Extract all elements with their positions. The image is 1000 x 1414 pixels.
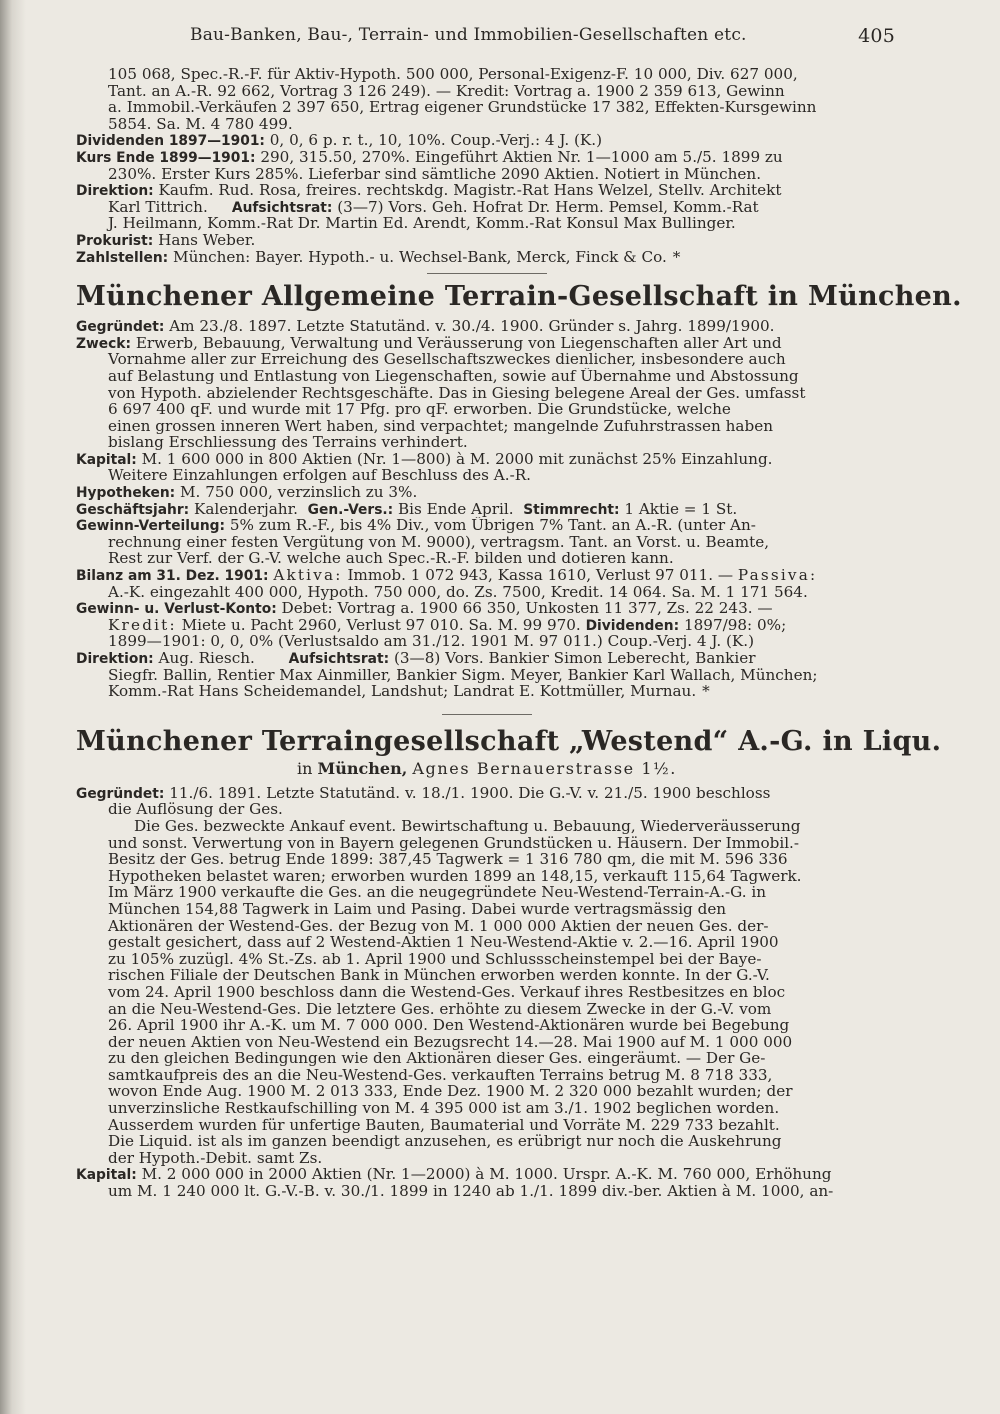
text-line: 105 068, Spec.-R.-F. für Aktiv-Hypoth. 500 000, Personal-Exigenz-F. 10 000, Div. 627 000, [108, 66, 798, 83]
entry-label: Kapital: [76, 1167, 137, 1184]
entry-label: Zahlstellen: [76, 249, 169, 266]
footnote-mark: * [672, 248, 681, 266]
text-line: die Auflösung der Ges. [108, 801, 283, 818]
paragraph-line: unverzinsliche Restkaufschilling von M. 4 395 000 ist am 3./1. 1902 beglichen worden. [108, 1100, 780, 1117]
paragraph-line: der Hypoth.-Debit. samt Zs. [108, 1149, 323, 1167]
entry-label: Dividenden: [585, 617, 680, 634]
divider [442, 714, 532, 715]
text-line: Siegfr. Ballin, Rentier Max Ainmiller, Bankier Sigm. Meyer, Bankier Karl Wallach, München; [108, 666, 818, 684]
entry-text: 1 Aktie = 1 St. [624, 500, 738, 518]
text-line: einen grossen inneren Wert haben, sind verpachtet; mangelnde Zufuhrstrassen haben [108, 417, 773, 435]
entry-text: München: Bayer. Hypoth.- u. Wechsel-Bank, Merck, Finck & Co. [173, 248, 667, 266]
paragraph-line: zu 105% zuzügl. 4% St.-Zs. ab 1. April 1900 und Schlussscheinstempel bei der Baye- [108, 950, 762, 968]
header-title: Bau-Banken, Bau-, Terrain- und Immobilien-Gesellschaften etc. [190, 25, 747, 45]
entry-text: Kalenderjahr. [194, 500, 298, 518]
geschaeftsjahr-entry [76, 501, 898, 518]
subheading-address: Agnes Bernauerstrasse 1½. [412, 758, 677, 778]
entry-text: (3—7) Vors. Geh. Hofrat Dr. Herm. Pemsel, Komm.-Rat [337, 198, 759, 216]
paragraph-line: zu den gleichen Bedingungen wie den Aktionären dieser Ges. eingeräumt. — Der Ge- [108, 1050, 766, 1067]
paragraph-line: Ausserdem wurden für unfertige Bauten, Baumaterial und Vorräte M. 229 733 bezahlt. [108, 1116, 780, 1134]
entry-label: Gen.-Vers.: [307, 501, 394, 518]
paragraph-line: vom 24. April 1900 beschloss dann die Westend-Ges. Verkauf ihres Restbesitzes en bloc [108, 983, 786, 1001]
hypotheken-entry [76, 484, 898, 501]
entry-text: Passiva: [737, 567, 818, 584]
paragraph-line: der neuen Aktien von Neu-Westend ein Bezugsrecht 14.—28. Mai 1900 auf M. 1 000 000 [108, 1033, 793, 1051]
entry-text: (3—8) Vors. Bankier Simon Leberecht, Bankier [393, 650, 756, 667]
text-line: auf Belastung und Entlastung von Liegenschaften, sowie auf Übernahme und Abstossung [108, 367, 799, 385]
text-line: a. Immobil.-Verkäufen 2 397 650, Ertrag eigener Grundstücke 17 382, Effekten-Kursgewinn [108, 99, 817, 116]
binding-shadow [0, 0, 26, 1414]
section3-subheading [76, 759, 898, 779]
entry-text: Karl Tittrich. [108, 198, 208, 216]
paragraph-line: Die Liquid. ist als im ganzen beendigt anzusehen, es erübrigt nur noch die Auskehrung [108, 1133, 782, 1150]
prokurist-entry [76, 232, 898, 249]
paragraph-line: Die Ges. bezweckte Ankauf event. Bewirtschaftung u. Bebauung, Wiederveräusserung [134, 817, 801, 835]
subheading-city: München, [317, 758, 408, 778]
entry-label: Hypotheken: [76, 485, 176, 501]
entry-text: 1897/98: 0%; [683, 616, 787, 634]
paragraph-line: München 154,88 Tagwerk in Laim und Pasing. Dabei wurde vertragsmässig den [108, 900, 727, 918]
paragraph-line: Aktionären der Westend-Ges. der Bezug von M. 1 000 000 Aktien der neuen Ges. der- [108, 917, 769, 935]
zweck-entry [76, 335, 898, 352]
entry-label: Aufsichtsrat: [231, 199, 333, 216]
dividenden-entry [76, 132, 898, 149]
entry-text: Aug. Riesch. [158, 650, 255, 667]
entry-text: Debet: Vortrag a. 1900 66 350, Unkosten 11 377, Zs. 22 243. — [281, 600, 773, 617]
section2-heading: Münchener Allgemeine Terrain-Gesellschaft in München. [76, 281, 962, 313]
entry-label: Gegründet: [76, 785, 165, 802]
entry-label: Gewinn- u. Verlust-Konto: [76, 601, 277, 617]
entry-label: Kurs Ende 1899—1901: [76, 149, 256, 166]
entry-text: M. 750 000, verzinslich zu 3%. [180, 484, 418, 501]
entry-text: Komm.-Rat Hans Scheidemandel, Landshut; Landrat E. Kottmüller, Murnau. [108, 683, 697, 700]
entry-text: Kredit: [108, 616, 177, 634]
page-body [76, 66, 962, 1200]
text-line: 1899—1901: 0, 0, 0% (Verlustsaldo am 31./12. 1901 M. 97 011.) Coup.-Verj. 4 J. (K.) [108, 633, 754, 650]
entry-label: Stimmrecht: [523, 501, 620, 518]
text-line: bislang Erschliessung des Terrains verhindert. [108, 434, 468, 451]
text-line: 5854. Sa. M. 4 780 499. [108, 115, 293, 133]
page-number: 405 [858, 25, 895, 47]
paragraph-line: Im März 1900 verkaufte die Ges. an die neugegründete Neu-Westend-Terrain-A.-G. in [108, 884, 767, 901]
entry-text: Bis Ende April. [398, 500, 514, 518]
entry-text: 5% zum R.-F., bis 4% Div., vom Übrigen 7% Tant. an A.-R. (unter An- [229, 517, 756, 534]
kapital-entry [76, 1166, 898, 1183]
entry-text: Aktiva: [273, 567, 343, 584]
bilanz-entry [76, 567, 898, 584]
entry-label: Kapital: [76, 451, 137, 468]
text-line: Rest zur Verf. der G.-V. welche auch Spec.-R.-F. bilden und dotieren kann. [108, 550, 674, 568]
text-line: von Hypoth. abzielender Rechtsgeschäfte. Das in Giesing belegene Areal der Ges. umfasst [108, 384, 806, 402]
text-line [76, 683, 898, 700]
text-line: Vornahme aller zur Erreichung des Gesellschaftszweckes dienlicher, insbesondere auch [108, 351, 786, 368]
entry-text: 11./6. 1891. Letzte Statutänd. v. 18./1. 1900. Die G.-V. v. 21./5. 1900 beschloss [169, 784, 771, 802]
paragraph-line: an die Neu-Westend-Ges. Die letztere Ges. erhöhte zu diesem Zwecke in der G.-V. vom [108, 1000, 772, 1018]
entry-label: Direktion: [76, 651, 154, 667]
divider [427, 273, 547, 274]
paragraph-line: und sonst. Verwertung von in Bayern gelegenen Grundstücken u. Häusern. Der Immobil.- [108, 834, 800, 852]
zahlstellen-entry [76, 249, 898, 266]
section1-intro [76, 66, 898, 132]
paragraph-line: Hypotheken belastet waren; erworben wurden 1899 an 148,15, verkauft 115,64 Tagwerk. [108, 867, 802, 885]
entry-text: M. 1 600 000 in 800 Aktien (Nr. 1—800) à M. 2000 mit zunächst 25% Einzahlung. [141, 450, 773, 468]
entry-label: Zweck: [76, 335, 131, 352]
kapital-entry [76, 451, 898, 468]
entry-label: Gegründet: [76, 319, 165, 335]
gewinn-verteilung-entry [76, 517, 898, 534]
entry-text: Miete u. Pacht 2960, Verlust 97 010. Sa. M. 99 970. [181, 616, 581, 634]
text-line: Weitere Einzahlungen erfolgen auf Beschluss des A.-R. [108, 467, 531, 485]
entry-text: M. 2 000 000 in 2000 Aktien (Nr. 1—2000) à M. 1000. Urspr. A.-K. M. 760 000, Erhöhung [141, 1166, 832, 1184]
gegruendet-entry [76, 785, 898, 802]
entry-label: Aufsichtsrat: [288, 651, 390, 667]
direktion-entry [76, 650, 898, 667]
paragraph-line: Besitz der Ges. betrug Ende 1899: 387,45 Tagwerk = 1 316 780 qm, die mit M. 596 336 [108, 851, 788, 868]
entry-label: Geschäftsjahr: [76, 501, 190, 518]
entry-label: Prokurist: [76, 232, 154, 249]
text-line [76, 617, 898, 634]
direktion-entry [76, 182, 898, 199]
entry-text: 0, 0, 6 p. r. t., 10, 10%. Coup.-Verj.: 4 J. (K.) [269, 132, 602, 149]
aufsichtsrat-entry [76, 199, 898, 216]
gewinn-konto-entry [76, 600, 898, 617]
section3-heading: Münchener Terraingesellschaft „Westend“ A.-G. in Liqu. [76, 725, 942, 757]
text-line: 230%. Erster Kurs 285%. Lieferbar sind sämtliche 2090 Aktien. Notiert in München. [108, 165, 762, 183]
entry-label: Direktion: [76, 183, 154, 199]
text-line: rechnung einer festen Vergütung von M. 9000), vertragsm. Tant. an Vorst. u. Beamte, [108, 533, 770, 551]
paragraph-line: samtkaufpreis des an die Neu-Westend-Ges. verkauften Terrains betrug M. 8 718 333, [108, 1066, 773, 1084]
entry-text: Immob. 1 072 943, Kassa 1610, Verlust 97 011. — [347, 567, 734, 584]
entry-label: Bilanz am 31. Dez. 1901: [76, 568, 269, 584]
entry-text: 290, 315.50, 270%. Eingeführt Aktien Nr. 1—1000 am 5./5. 1899 zu [260, 148, 783, 166]
text-line: Tant. an A.-R. 92 662, Vortrag 3 126 249). — Kredit: Vortrag a. 1900 2 359 613, Gewinn [108, 82, 785, 100]
entry-text: Erwerb, Bebauung, Verwaltung und Veräusserung von Liegenschaften aller Art und [135, 334, 782, 352]
footnote-mark: * [702, 683, 710, 700]
kurs-entry [76, 149, 898, 166]
subheading-prefix: in [297, 758, 313, 778]
entry-text: Am 23./8. 1897. Letzte Statutänd. v. 30./4. 1900. Gründer s. Jahrg. 1899/1900. [169, 318, 775, 335]
text-line: um M. 1 240 000 lt. G.-V.-B. v. 30./1. 1899 in 1240 ab 1./1. 1899 div.-ber. Aktien à M. 1000, an- [108, 1183, 834, 1200]
entry-label: Dividenden 1897—1901: [76, 133, 265, 149]
paragraph-line: 26. April 1900 ihr A.-K. um M. 7 000 000. Den Westend-Aktionären wurde bei Begebung [108, 1017, 790, 1034]
entry-text: Hans Weber. [158, 231, 256, 249]
entry-label: Gewinn-Verteilung: [76, 518, 226, 534]
paragraph-line: gestalt gesichert, dass auf 2 Westend-Aktien 1 Neu-Westend-Aktie v. 2.—16. April 1900 [108, 934, 779, 951]
text-line: A.-K. eingezahlt 400 000, Hypoth. 750 000, do. Zs. 7500, Kredit. 14 064. Sa. M. 1 171 564. [108, 583, 808, 601]
text-line: J. Heilmann, Komm.-Rat Dr. Martin Ed. Arendt, Komm.-Rat Konsul Max Bullinger. [108, 215, 736, 232]
entry-text: Kaufm. Rud. Rosa, freires. rechtskdg. Magistr.-Rat Hans Welzel, Stellv. Architekt [158, 182, 782, 199]
paragraph-line: rischen Filiale der Deutschen Bank in München erworben werden konnte. In der G.-V. [108, 967, 770, 984]
text-line: 6 697 400 qF. und wurde mit 17 Pfg. pro qF. erworben. Die Grundstücke, welche [108, 401, 731, 418]
paragraph-line: wovon Ende Aug. 1900 M. 2 013 333, Ende Dez. 1900 M. 2 320 000 bezahlt wurden; der [108, 1083, 793, 1101]
gegruendet-entry [76, 318, 898, 335]
